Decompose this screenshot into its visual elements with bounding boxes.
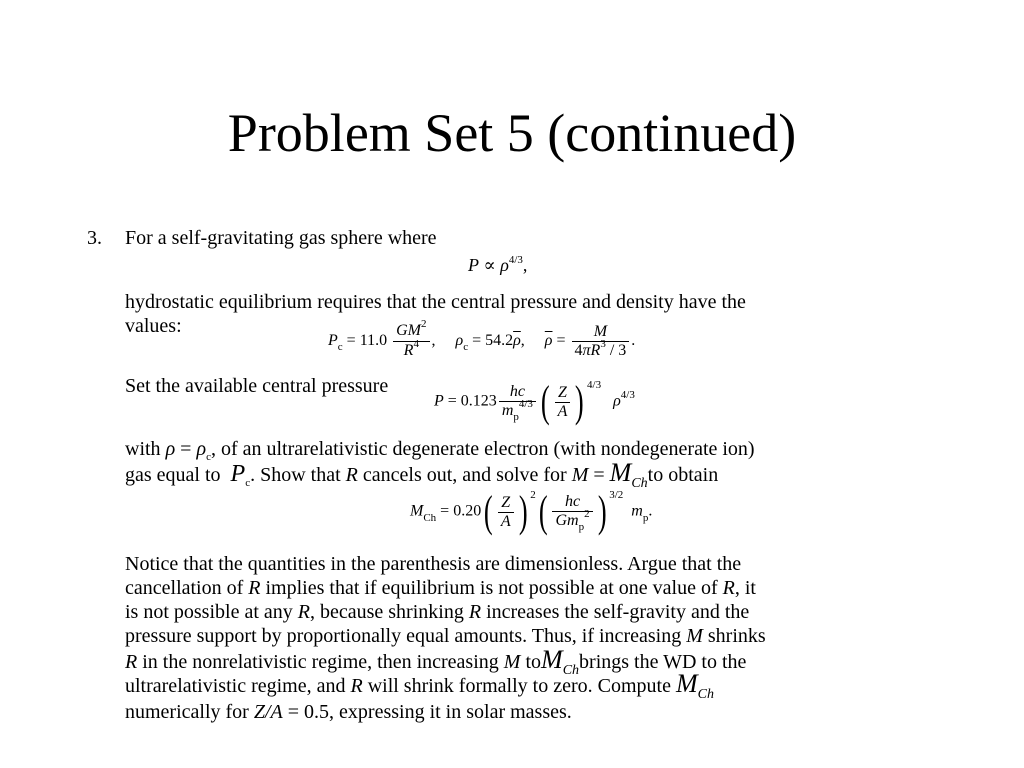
- paragraph-5-line-4: pressure support by proportionally equal amounts. Thus, if increasing M shrinks: [125, 625, 766, 647]
- paragraph-4-line-1-rest: , of an ultrarelativistic degenerate electron (with nondegenerate ion): [210, 438, 755, 460]
- equation-polytrope: $P \propto \rho^{4/3}$,: [468, 254, 528, 275]
- paragraph-5-line-5: R in the nonrelativistic regime, then increasing M toM$_{Ch}$brings the WD to the: [125, 645, 747, 678]
- paragraph-4-line-2: gas equal to $P_c$. Show that R cancels out, and solve for $M = M_{Ch}to$ obtain: [125, 458, 719, 491]
- paragraph-2-line-2: values:: [125, 315, 182, 337]
- gas-equal-text: gas equal to: [125, 464, 221, 486]
- equation-chandrasekhar-mass: $M_{Ch} = 0.20$( $\frac{Z}{A}$ ) $^2$( $\frac{hc}{Gm_p^2}$ ) $^{3/2}$ $m_p$.: [410, 487, 653, 536]
- item-number: 3.: [87, 227, 102, 249]
- var-m: M: [571, 464, 589, 486]
- paragraph-3: Set the available central pressure: [125, 375, 389, 397]
- slide-title: Problem Set 5 (continued): [227, 103, 797, 163]
- paragraph-5-line-3: is not possible at any R, because shrinking R increases the self-gravity and the: [125, 601, 750, 623]
- paragraph-5-line-2: cancellation of R implies that if equilibrium is not possible at one value of R, it: [125, 577, 756, 599]
- paragraph-2-line-1: hydrostatic equilibrium requires that the central pressure and density have the: [125, 291, 746, 313]
- equation-degenerate-pressure: P = 0.123 $\frac{hc}{m_p^{4/3}}$ ( $\frac{Z}{A}$ ) $^{4/3}$ $\rho^{4/3}$: [434, 377, 635, 426]
- paragraph-5-line-6: ultrarelativistic regime, and R will shrink formally to zero. Compute $M_{Ch}$: [125, 669, 714, 702]
- paragraph-4-line-1: with $\rho = \rho_c$, of an ultrarelativistic degenerate electron (with nondegenerate ion): [125, 438, 755, 463]
- paragraph-1: For a self-gravitating gas sphere where: [125, 227, 437, 249]
- solve-for-text: cancels out, and solve for: [362, 464, 567, 486]
- with-text: with: [125, 438, 161, 460]
- paragraph-5-line-1: Notice that the quantities in the parenthesis are dimensionless. Argue that the: [125, 553, 742, 575]
- show-that-text: . Show that: [250, 464, 341, 486]
- var-r: R: [345, 464, 358, 486]
- to-obtain-text: to obtain: [647, 464, 719, 486]
- paragraph-5-line-7: numerically for Z/A = 0.5, expressing it in solar masses.: [125, 701, 572, 723]
- equals-sign: =: [593, 464, 605, 486]
- equation-central-values: $P_c = 11.0$ $\frac{GM^2}{R^4}$ , $\rho_c = 54.2\overline{\rho}$, $\overline{\rho}$ = $\frac{M}{4\pi R^3 / 3}$ .: [328, 318, 636, 359]
